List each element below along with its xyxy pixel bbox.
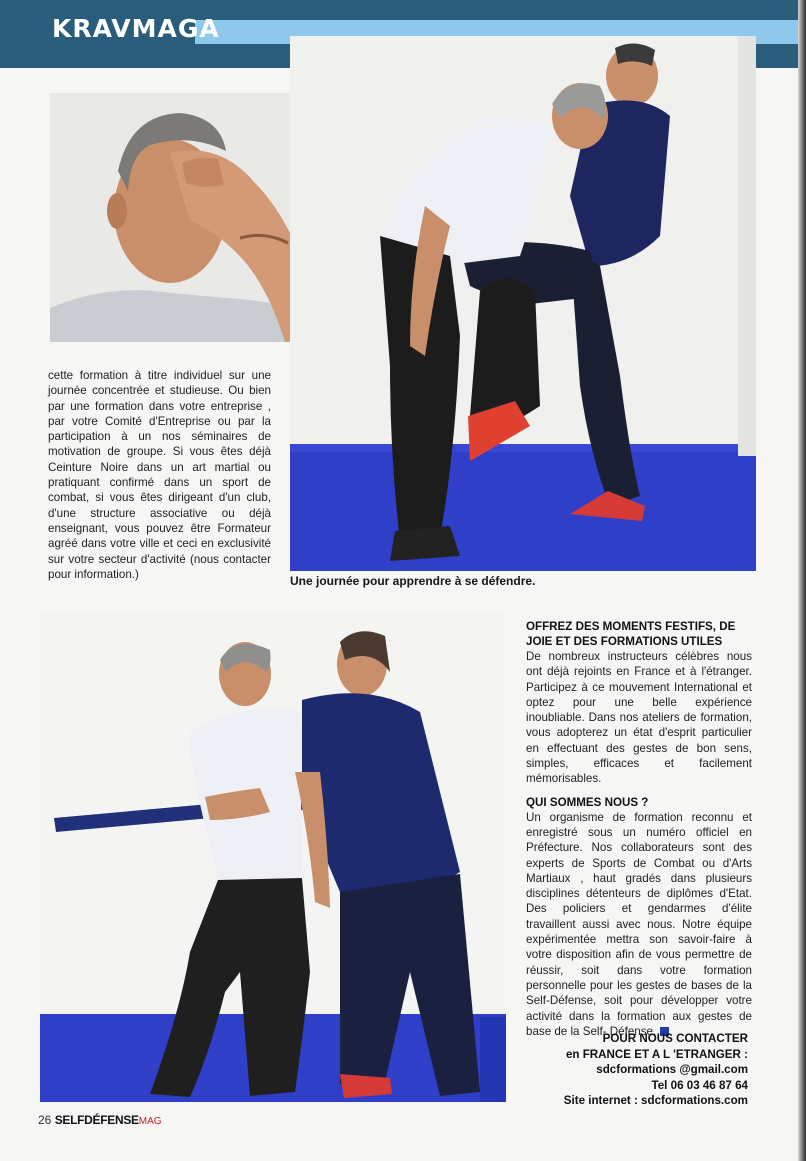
knee-strike-demonstration-photo [290,36,756,571]
contact-subtitle: en FRANCE ET A L 'ETRANGER : [565,1047,748,1061]
magazine-logo-suffix: MAG [138,1116,162,1127]
section-festive [526,619,752,787]
section-body-text: Un organisme de formation reconnu et enregistré sous un numéro officiel en Préfecture. Nos collaborateurs sont des experts de Sports de Combat ou d'Arts Martiaux , haut gradés dans plusieurs disciplines détenteurs de diplômes d'Etat. Des policiers et gendarmes d'élite travaillent aussi avec nous. Notre équipe expérimentée mettra son savoir-faire à votre disposition afin de vous permettre de réussir, soit dans votre formation personnelle pour les gestes de bases de la Self-Défense, soit pour développer votre activité dans la formation aux gestes de base de la Self- Défense. [526,810,752,1038]
section-heading: OFFREZ DES MOMENTS FESTIFS, DE JOIE ET DES FORMATIONS UTILES [526,620,736,648]
section-heading: QUI SOMMES NOUS ? [526,795,649,809]
intro-column: cette formation à titre individuel sur une journée concentrée et studieuse. Ou bien par une formation dans votre entreprise , par votre Comité d'Entreprise ou par la participation à un nos séminaires de motivation de groupe. Si vous êtes déjà Ceinture Noire dans un art martial ou pratiquant confirmé dans un sport de combat, si vous êtes dirigeant d'un club, d'une structure associative ou déjà enseignant, vous pouvez être Formateur agréé dans votre ville et ceci en exclusivité sur votre secteur d'activité (nous contacter pour information.) [48,369,271,581]
contact-block [508,1031,748,1109]
section-about [526,795,752,1039]
right-column [526,619,752,1039]
page-number: 26 [38,1113,52,1127]
baton-defense-demonstration-photo [40,612,506,1102]
contact-website: Site internet : sdcformations.com [563,1094,748,1108]
photo-caption: Une journée pour apprendre à se défendre. [290,574,536,588]
contact-email: sdcformations @gmail.com [596,1063,748,1077]
contact-phone: Tel 06 03 46 87 64 [651,1078,748,1092]
magazine-logo: SELFDÉFENSE [54,1113,139,1127]
page-edge-shadow [798,0,806,1161]
page-footer [38,1113,162,1127]
section-title: KRAVMAGA [52,14,220,43]
section-body [526,810,752,1039]
contact-title: POUR NOUS CONTACTER [602,1032,748,1045]
section-body: De nombreux instructeurs célèbres nous ont déjà rejoints en France et à l'étranger. Participez à ce mouvement International et optez pour une belle expérience inoubliable. Dans nos ateliers de formation, vous adopterez un état d'esprit particulier en effectuant des gestes de bon sens, simples, efficaces et facilement mémorisables. [526,650,752,786]
